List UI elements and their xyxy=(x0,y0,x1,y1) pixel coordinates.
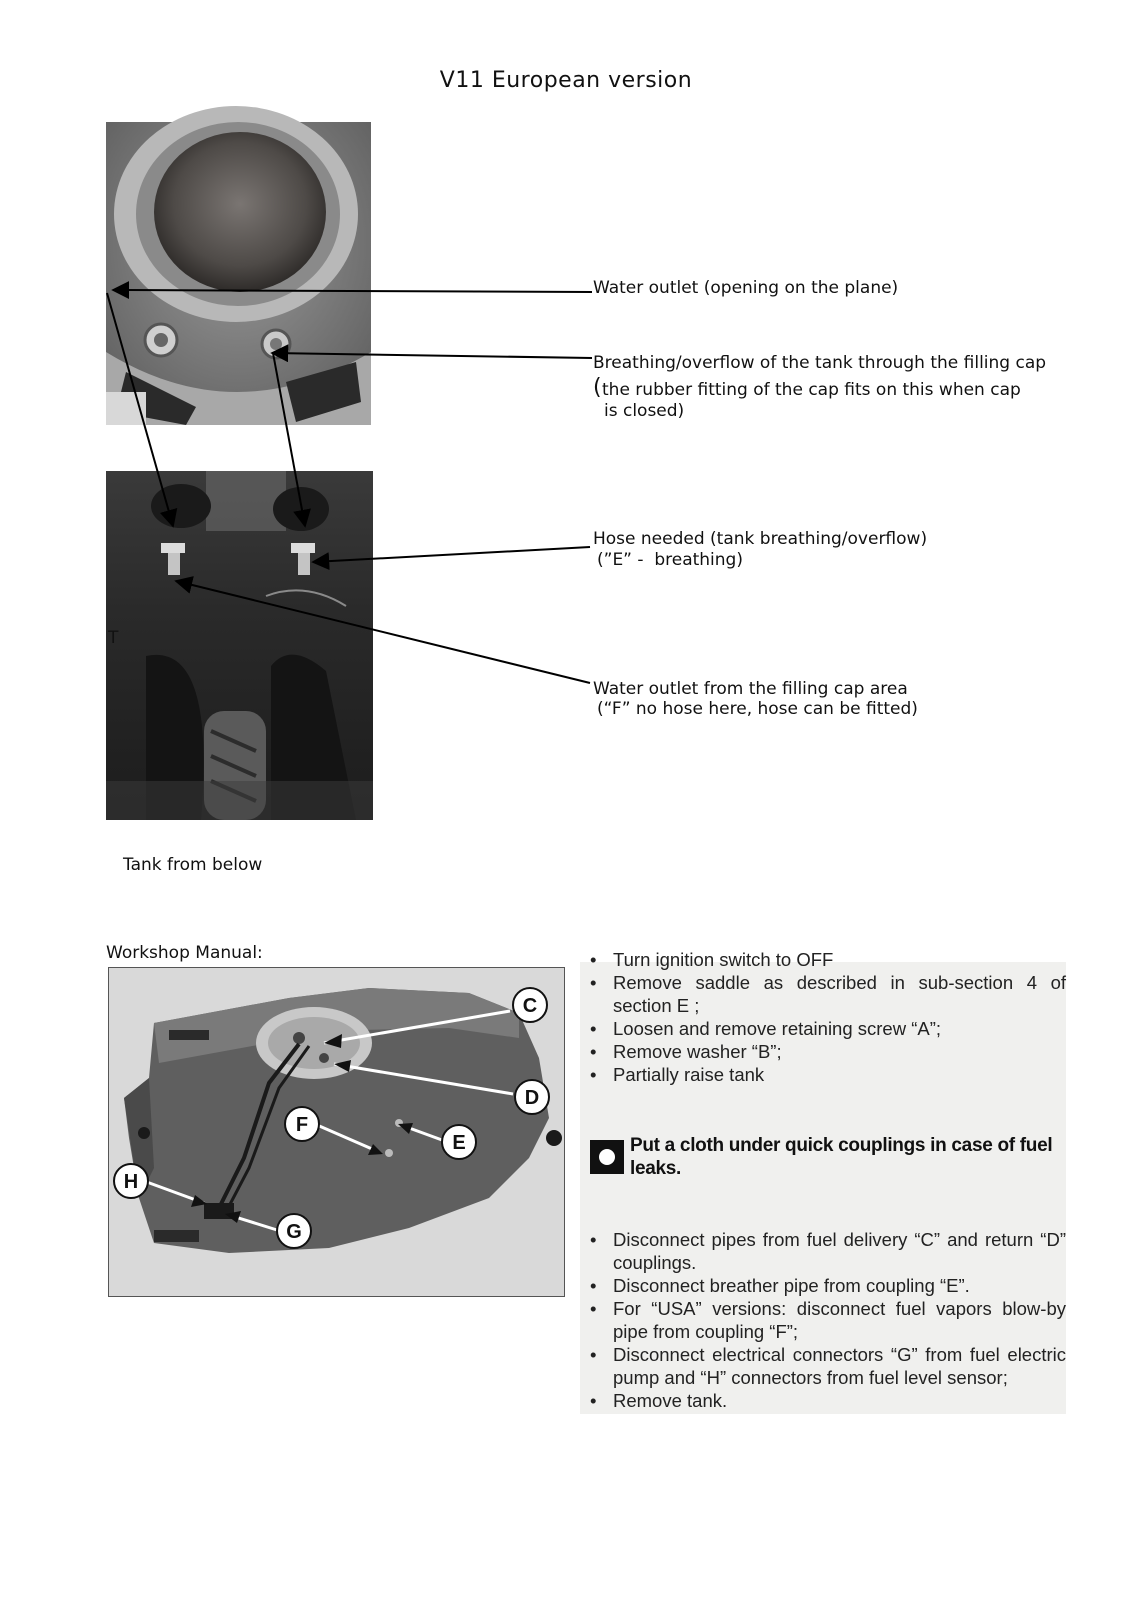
workshop-manual-text xyxy=(580,949,1066,1414)
warning-text: Put a cloth under quick couplings in case of fuel leaks. xyxy=(630,1135,1053,1179)
warning-note xyxy=(580,1134,1066,1180)
manual-step: • Disconnect pipes from fuel delivery “C” and return “D” couplings. xyxy=(580,1228,1066,1274)
annotation-breathing-paren: ( xyxy=(593,375,602,400)
manual-step: • Remove washer “B”; xyxy=(580,1040,1066,1063)
annotation-breathing-line2: the rubber fitting of the cap fits on this when cap xyxy=(602,380,1021,400)
photo-caption: Tank from below xyxy=(123,855,263,875)
warning-bullet-icon xyxy=(590,1140,624,1174)
callout-f: F xyxy=(295,1114,309,1136)
manual-step: • Partially raise tank xyxy=(580,1063,1066,1086)
manual-step-cut: • Turn ignition switch to OFF xyxy=(580,948,1066,971)
workshop-manual-label: Workshop Manual: xyxy=(106,943,263,963)
annotation-hose-line2: (”E” - breathing) xyxy=(597,550,743,570)
callout-g: G xyxy=(286,1221,302,1243)
manual-step: • Loosen and remove retaining screw “A”; xyxy=(580,1017,1066,1040)
annotation-breathing-line3: is closed) xyxy=(604,401,685,421)
manual-step: • Remove saddle as described in sub-section 4 of section E ; xyxy=(580,971,1066,1017)
callout-c: C xyxy=(522,995,538,1017)
manual-step: • Disconnect breather pipe from coupling “E”. xyxy=(580,1274,1066,1297)
manual-step: • For “USA” versions: disconnect fuel vapors blow-by pipe from coupling “F”; xyxy=(580,1297,1066,1343)
annotation-water-cap-line1: Water outlet from the filling cap area xyxy=(593,679,908,699)
stray-letter: T xyxy=(108,628,119,648)
page-title: V11 European version xyxy=(439,68,693,93)
manual-step: • Remove tank. xyxy=(580,1389,1066,1412)
annotation-hose-line1: Hose needed (tank breathing/overflow) xyxy=(593,529,928,549)
manual-step: • Disconnect electrical connectors “G” from fuel electric pump and “H” connectors from fuel level sensor; xyxy=(580,1343,1066,1389)
annotation-water-outlet-plane: Water outlet (opening on the plane) xyxy=(593,278,899,298)
callout-d: D xyxy=(524,1087,540,1109)
fuel-tank-diagram xyxy=(108,967,565,1297)
callout-h: H xyxy=(123,1171,139,1193)
annotation-water-cap-line2: (“F” no hose here, hose can be fitted) xyxy=(597,699,918,719)
callout-e: E xyxy=(452,1132,466,1154)
annotation-breathing-line1: Breathing/overflow of the tank through the filling cap xyxy=(593,353,1047,373)
